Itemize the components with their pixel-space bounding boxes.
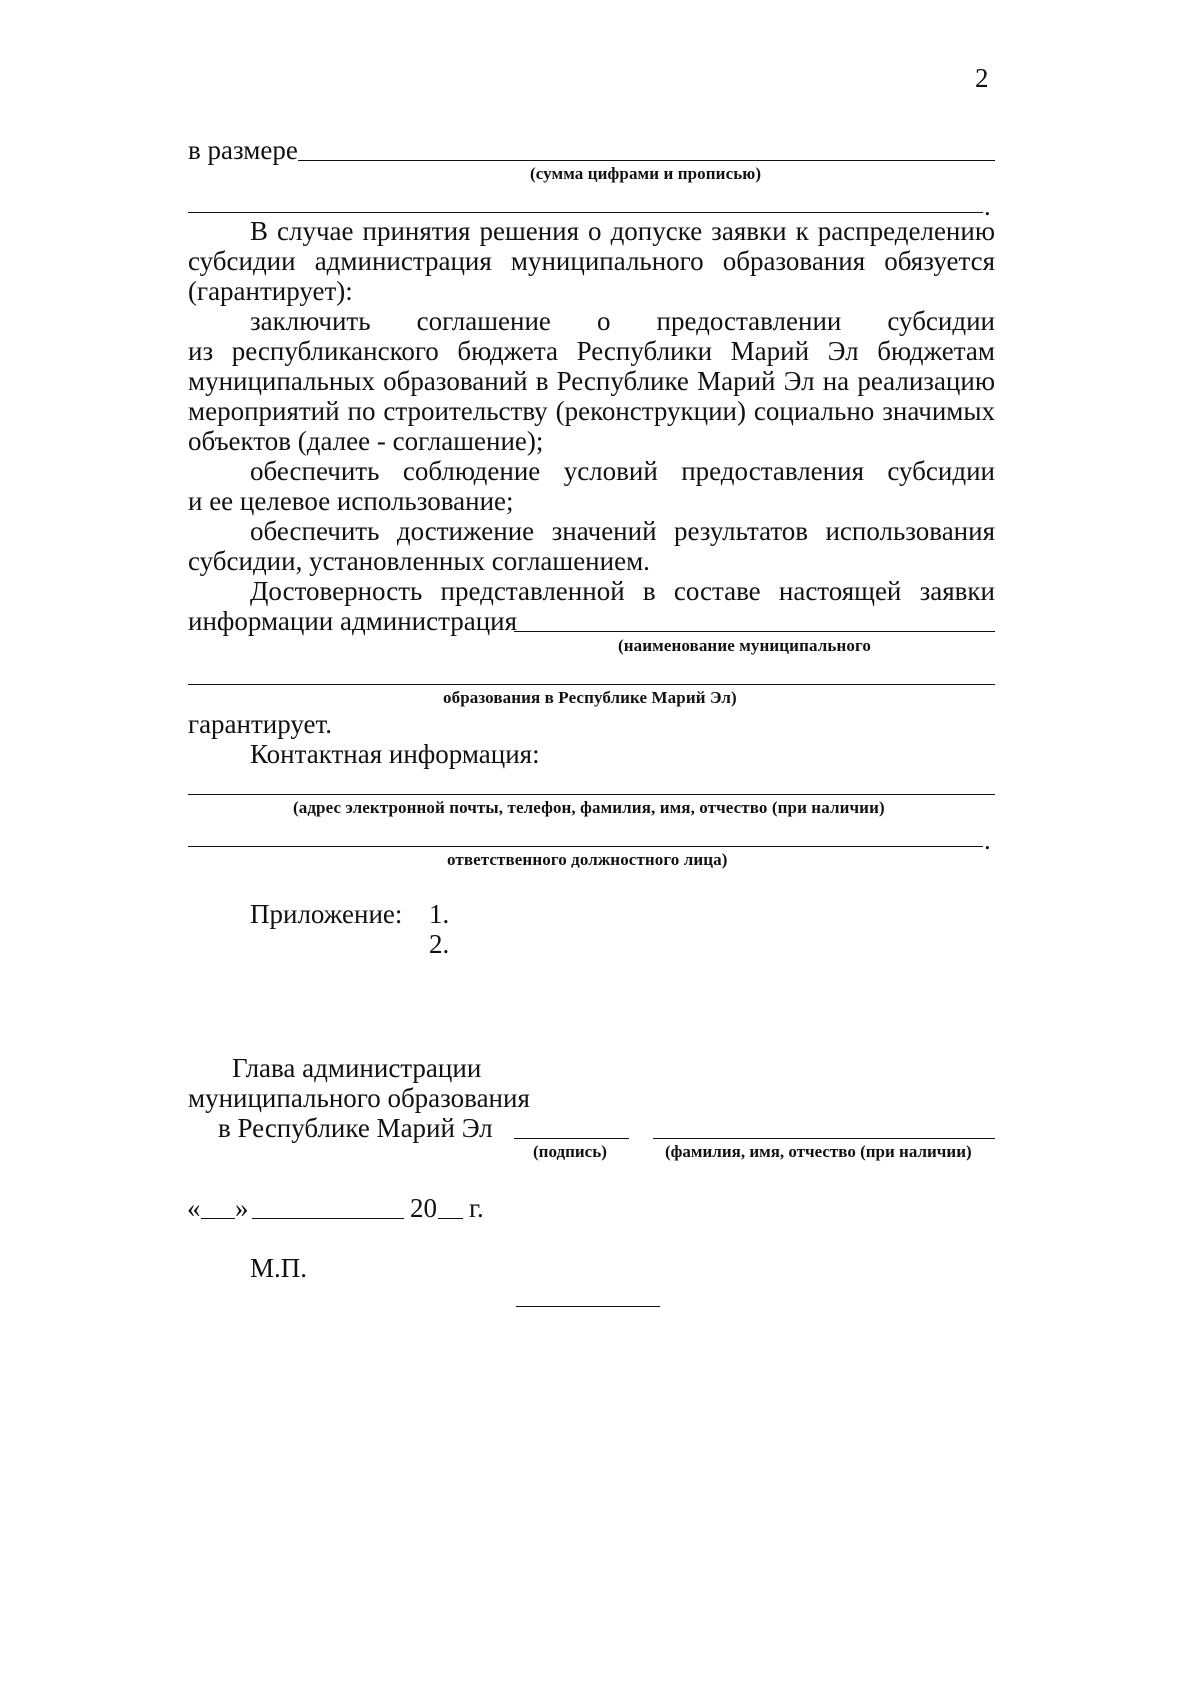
contact-end-dot: .: [984, 825, 991, 855]
attachment-item-2: 2.: [429, 929, 450, 959]
signatory-title-line-2: муниципального образования: [188, 1083, 530, 1113]
paragraph-5-line-2: информации администрация: [188, 606, 518, 636]
date-close-quote: »: [235, 1193, 249, 1223]
municipal-name-caption-1: (наименование муниципального: [618, 636, 871, 655]
paragraph-2-line-1: заключить соглашение о предоставлении субсидии: [250, 306, 995, 336]
municipal-name-line-1: [514, 631, 995, 632]
page-number: 2: [975, 63, 989, 93]
date-year-line: [438, 1218, 463, 1219]
attachment-item-1: 1.: [429, 899, 450, 929]
attachment-label: Приложение:: [250, 899, 403, 929]
paragraph-5-line-1: Достоверность представленной в составе настоящей заявки: [250, 576, 995, 606]
stamp-placeholder: М.П.: [250, 1253, 308, 1283]
date-day-line: [201, 1218, 235, 1219]
contact-caption-2: ответственного должностного лица): [447, 850, 728, 869]
paragraph-2-line-2: из республиканского бюджета Республики Марий Эл бюджетам: [188, 336, 995, 366]
full-name-line: [653, 1138, 995, 1139]
amount-end-dot: .: [984, 191, 991, 221]
paragraph-3-line-2: и ее целевое использование;: [188, 486, 514, 516]
date-open-quote: «: [187, 1193, 201, 1223]
signature-line: [514, 1138, 629, 1139]
full-name-caption: (фамилия, имя, отчество (при наличии): [665, 1142, 972, 1161]
date-year-suffix: г.: [469, 1193, 484, 1223]
contact-caption-1: (адрес электронной почты, телефон, фамилия, имя, отчество (при наличии): [293, 798, 885, 817]
amount-field-line-2: [188, 212, 983, 213]
paragraph-3-line-1: обеспечить соблюдение условий предоставления субсидии: [250, 456, 995, 486]
signatory-title-line-3: в Республике Марий Эл: [218, 1113, 493, 1143]
contact-line-2: [188, 846, 983, 847]
end-separator: [516, 1306, 660, 1307]
amount-label: в размере: [188, 135, 298, 165]
paragraph-1-line-1: В случае принятия решения о допуске заявки к распределению: [250, 216, 995, 246]
contact-label: Контактная информация:: [250, 739, 540, 769]
municipal-name-line-2: [188, 684, 995, 685]
contact-line-1: [188, 794, 995, 795]
paragraph-2-line-5: объектов (далее - соглашение);: [188, 426, 544, 456]
amount-field-line: [298, 160, 995, 161]
paragraph-2-line-4: мероприятий по строительству (реконструкции) социально значимых: [188, 396, 995, 426]
signatory-title-line-1: Глава администрации: [232, 1053, 482, 1083]
municipal-name-caption-2: образования в Республике Марий Эл): [443, 688, 737, 707]
guarantees-text: гарантирует.: [188, 709, 333, 739]
paragraph-4-line-1: обеспечить достижение значений результатов использования: [250, 516, 995, 546]
amount-caption: (сумма цифрами и прописью): [530, 164, 762, 183]
paragraph-1-line-3: (гарантирует):: [188, 276, 353, 306]
date-month-line: [252, 1218, 404, 1219]
date-year-prefix: 20: [410, 1193, 437, 1223]
paragraph-4-line-2: субсидии, установленных соглашением.: [188, 546, 650, 576]
paragraph-1-line-2: субсидии администрация муниципального образования обязуется: [188, 246, 995, 276]
paragraph-2-line-3: муниципальных образований в Республике Марий Эл на реализацию: [188, 366, 995, 396]
signature-caption: (подпись): [533, 1142, 607, 1161]
